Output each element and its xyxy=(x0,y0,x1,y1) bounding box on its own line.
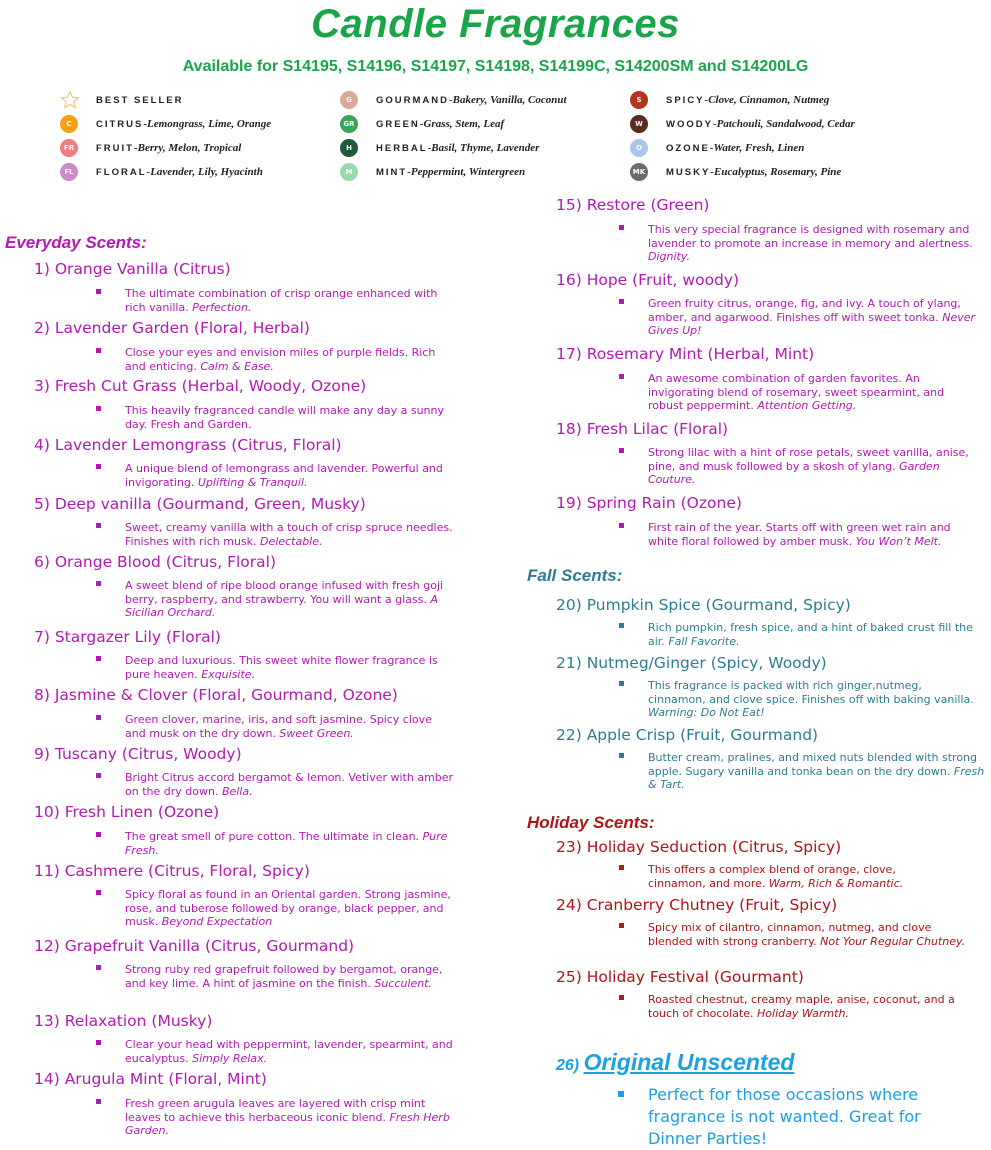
bullet-icon xyxy=(96,464,101,469)
musky-badge-icon: MK xyxy=(630,163,648,181)
legend-column-2 xyxy=(340,88,567,184)
bullet-icon xyxy=(96,523,101,528)
legend-item xyxy=(630,160,855,184)
scent-description xyxy=(648,621,988,648)
description-text: The great smell of pure cotton. The ultimate in clean. xyxy=(125,830,420,843)
scent-title: 18) Fresh Lilac (Floral) xyxy=(556,420,729,438)
scent-tagline: Bella. xyxy=(221,784,253,798)
legend-item xyxy=(340,112,567,136)
spicy-badge-icon: S xyxy=(630,91,648,109)
legend-category-description: Grass, Stem, Leaf xyxy=(423,118,505,130)
page-title: Candle Fragrances xyxy=(311,2,680,46)
legend-category-description: Berry, Melon, Tropical xyxy=(137,142,242,154)
scent-title: 20) Pumpkin Spice (Gourmand, Spicy) xyxy=(556,596,851,614)
bullet-icon xyxy=(96,773,101,778)
legend-separator: - xyxy=(449,94,453,106)
bullet-icon xyxy=(619,623,624,628)
description-text: Spicy floral as found in an Oriental garden. Strong jasmine, rose, and tuberose followed by orange, black pepper, and musk. xyxy=(125,888,451,928)
description-text: A sweet blend of ripe blood orange infused with fresh goji berry, raspberry, and strawberry. You will want a glass. xyxy=(125,579,444,606)
bullet-icon xyxy=(96,656,101,661)
scent-tagline: Fresh Herb Garden. xyxy=(125,1110,450,1137)
legend-category-description: Lemongrass, Lime, Orange xyxy=(147,118,272,130)
description-text: This offers a complex blend of orange, clove, cinnamon, and more. xyxy=(648,863,896,890)
scent-description xyxy=(648,993,988,1020)
scent-title: 1) Orange Vanilla (Citrus) xyxy=(34,260,231,278)
scent-tagline: Perfection. xyxy=(192,300,252,314)
scent-description xyxy=(125,713,455,740)
legend-category-name: HERBAL xyxy=(376,142,428,154)
scent-description xyxy=(125,830,455,857)
description-text: A unique blend of lemongrass and lavender. Powerful and invigorating. xyxy=(125,462,443,489)
scent-description xyxy=(648,223,978,264)
legend-column-3 xyxy=(630,88,855,184)
scent-description xyxy=(125,1038,465,1065)
scent-title: 17) Rosemary Mint (Herbal, Mint) xyxy=(556,345,815,363)
scent-description xyxy=(648,521,983,548)
legend-separator: - xyxy=(712,118,717,130)
page-subtitle: Available for S14195, S14196, S14197, S14198, S14199C, S14200SM and S14200LG xyxy=(182,58,809,75)
scent-description xyxy=(125,654,455,681)
legend-category-name: WOODY xyxy=(666,118,713,130)
unscented-number: 26) xyxy=(556,1057,580,1074)
legend-item xyxy=(60,136,271,160)
legend-category-name: FRUIT xyxy=(96,142,134,154)
description-text: Rich pumpkin, fresh spice, and a hint of baked crust fill the air. xyxy=(648,621,973,648)
description-text: The ultimate combination of crisp orange enhanced with rich vanilla. xyxy=(125,287,438,314)
fruit-badge-icon: FR xyxy=(60,139,78,157)
star-icon xyxy=(60,90,80,110)
legend-item xyxy=(630,136,855,160)
legend-category-description: Basil, Thyme, Lavender xyxy=(431,142,540,154)
legend-item xyxy=(340,136,567,160)
scent-title: 7) Stargazer Lily (Floral) xyxy=(34,628,221,646)
description-text: Clear your head with peppermint, lavender, spearmint, and eucalyptus. xyxy=(125,1038,453,1065)
legend-item xyxy=(340,160,567,184)
legend-category-name: OZONE xyxy=(666,142,710,154)
description-text: Close your eyes and envision miles of purple fields. Rich and enticing. xyxy=(125,346,436,373)
bullet-icon xyxy=(619,299,624,304)
legend-separator: - xyxy=(407,166,411,178)
legend-item xyxy=(630,88,855,112)
legend-category-description: Lavender, Lily, Hyacinth xyxy=(150,166,263,178)
description-text: This heavily fragranced candle will make any day a sunny day. Fresh and Garden. xyxy=(125,404,444,431)
scent-description xyxy=(125,963,455,990)
description-text: Green clover, marine, iris, and soft jasmine. Spicy clove and musk on the dry down. xyxy=(125,713,432,740)
scent-tagline: Calm & Ease. xyxy=(200,359,274,373)
legend-separator: - xyxy=(146,166,151,178)
scent-tagline: Sweet Green. xyxy=(279,726,354,740)
scent-description xyxy=(648,863,948,890)
legend-category-description: Peppermint, Wintergreen xyxy=(410,166,526,178)
scent-tagline: Fall Favorite. xyxy=(668,634,740,648)
legend-separator: - xyxy=(710,166,714,178)
holiday-heading: Holiday Scents: xyxy=(527,813,655,832)
scent-tagline: Not Your Regular Chutney. xyxy=(820,934,966,948)
scent-tagline: Beyond Expectation xyxy=(161,915,273,928)
scent-description xyxy=(125,462,455,489)
scent-title: 23) Holiday Seduction (Citrus, Spicy) xyxy=(556,838,842,856)
scent-title: 2) Lavender Garden (Floral, Herbal) xyxy=(34,319,310,337)
herbal-badge-icon: H xyxy=(340,139,358,157)
legend-separator: - xyxy=(709,142,714,154)
bullet-icon xyxy=(96,715,101,720)
floral-badge-icon: FL xyxy=(60,163,78,181)
citrus-badge-icon: C xyxy=(60,115,78,133)
mint-badge-icon: M xyxy=(340,163,358,181)
legend-category-name: MINT xyxy=(376,166,408,178)
bullet-icon xyxy=(619,448,624,453)
bullet-icon xyxy=(96,832,101,837)
description-text: Deep and luxurious. This sweet white flower fragrance is pure heaven. xyxy=(125,654,438,681)
legend-category-name: GREEN xyxy=(376,118,420,130)
scent-tagline: Attention Getting. xyxy=(757,399,857,412)
bullet-icon xyxy=(619,865,624,870)
scent-title: 11) Cashmere (Citrus, Floral, Spicy) xyxy=(34,862,310,880)
scent-title: 8) Jasmine & Clover (Floral, Gourmand, Ozone) xyxy=(34,686,398,704)
scent-tagline: Warm, Rich & Romantic. xyxy=(768,876,904,890)
fall-heading: Fall Scents: xyxy=(527,566,623,585)
legend-separator: - xyxy=(133,142,138,154)
scent-title: 10) Fresh Linen (Ozone) xyxy=(34,803,220,821)
description-text: Spicy mix of cilantro, cinnamon, nutmeg, and clove blended with strong cranberry. xyxy=(648,921,932,948)
legend-item xyxy=(60,160,271,184)
scent-description xyxy=(648,446,978,487)
scent-tagline: Garden Couture. xyxy=(648,459,940,486)
scent-description xyxy=(648,751,988,792)
scent-title: 3) Fresh Cut Grass (Herbal, Woody, Ozone) xyxy=(34,377,367,395)
scent-description xyxy=(125,346,455,373)
scent-title: 21) Nutmeg/Ginger (Spicy, Woody) xyxy=(556,654,827,672)
bullet-icon xyxy=(96,406,101,411)
scent-title: 4) Lavender Lemongrass (Citrus, Floral) xyxy=(34,436,342,454)
gourmand-badge-icon: G xyxy=(340,91,358,109)
scent-tagline: Uplifting & Tranquil. xyxy=(197,475,308,489)
bullet-icon xyxy=(619,995,624,1000)
description-text: Butter cream, pralines, and mixed nuts blended with strong apple. Sugary vanilla and tonka bean on the dry down. xyxy=(648,751,978,778)
scent-description xyxy=(125,888,465,929)
description-text: Fresh green arugula leaves are layered with crisp mint leaves to achieve this herbaceous iconic blend. xyxy=(125,1097,426,1124)
scent-title: 12) Grapefruit Vanilla (Citrus, Gourmand) xyxy=(34,937,355,955)
scent-tagline: Delectable. xyxy=(260,534,323,548)
scent-description xyxy=(648,372,978,413)
scent-title: 15) Restore (Green) xyxy=(556,196,710,214)
bullet-icon xyxy=(96,348,101,353)
scent-description xyxy=(648,297,978,338)
scent-title: 19) Spring Rain (Ozone) xyxy=(556,494,742,512)
unscented-description: Perfect for those occasions where fragrance is not wanted. Great for Dinner Parties! xyxy=(648,1085,921,1148)
scent-tagline: Succulent. xyxy=(374,976,433,990)
everyday-heading: Everyday Scents: xyxy=(5,233,147,252)
scent-title: 16) Hope (Fruit, woody) xyxy=(556,271,740,289)
scent-title: 9) Tuscany (Citrus, Woody) xyxy=(34,745,242,763)
scent-description xyxy=(125,404,455,431)
scent-description xyxy=(125,1097,455,1138)
woody-badge-icon: W xyxy=(630,115,648,133)
scent-description xyxy=(125,287,455,314)
description-text: Sweet, creamy vanilla with a touch of crisp spruce needles. Finishes with rich musk. xyxy=(125,521,453,548)
legend-separator: - xyxy=(143,118,148,130)
legend-category-name: CITRUS xyxy=(96,118,144,130)
bullet-icon xyxy=(96,289,101,294)
description-text: Roasted chestnut, creamy maple, anise, coconut, and a touch of chocolate. xyxy=(648,993,955,1020)
bullet-icon xyxy=(96,1099,101,1104)
bullet-icon xyxy=(96,890,101,895)
green-badge-icon: GR xyxy=(340,115,358,133)
scent-title: 22) Apple Crisp (Fruit, Gourmand) xyxy=(556,726,819,744)
scent-tagline: Simply Relax. xyxy=(192,1051,268,1065)
description-text: Strong ruby red grapefruit followed by bergamot, orange, and key lime. A hint of jasmine on the finish. xyxy=(125,963,443,990)
scent-tagline: Dignity. xyxy=(648,250,691,263)
scent-title: 13) Relaxation (Musky) xyxy=(34,1012,213,1030)
legend-category-description: Clove, Cinnamon, Nutmeg xyxy=(708,94,830,106)
bullet-icon xyxy=(619,374,624,379)
scent-title: 24) Cranberry Chutney (Fruit, Spicy) xyxy=(556,896,838,914)
legend-category-description: Patchouli, Sandalwood, Cedar xyxy=(716,118,855,130)
legend-separator: - xyxy=(704,94,709,106)
scent-title: 5) Deep vanilla (Gourmand, Green, Musky) xyxy=(34,495,366,513)
bullet-icon xyxy=(96,965,101,970)
scent-title: 14) Arugula Mint (Floral, Mint) xyxy=(34,1070,267,1088)
legend-category-name: BEST SELLER xyxy=(96,94,184,106)
scent-tagline: You Won’t Melt. xyxy=(855,534,942,548)
scent-description xyxy=(125,521,455,548)
description-text: This fragrance is packed with rich ginger,nutmeg, cinnamon, and clove spice. Finishes off with baking vanilla. xyxy=(648,679,974,706)
legend-item xyxy=(630,112,855,136)
legend-category-name: FLORAL xyxy=(96,166,147,178)
bullet-icon xyxy=(619,753,624,758)
description-text: First rain of the year. Starts off with green wet rain and white floral followed by amber musk. xyxy=(648,521,951,548)
legend-category-description: Eucalyptus, Rosemary, Pine xyxy=(713,166,842,178)
bullet-icon xyxy=(619,923,624,928)
bullet-icon xyxy=(96,581,101,586)
scent-tagline: Warning: Do Not Eat! xyxy=(648,706,765,719)
scent-tagline: Exquisite. xyxy=(201,667,256,681)
scent-tagline: Never Gives Up! xyxy=(648,310,976,337)
unscented-name-link[interactable]: Original Unscented xyxy=(583,1049,795,1075)
scent-description xyxy=(125,771,455,798)
legend-separator: - xyxy=(427,142,432,154)
legend-separator: - xyxy=(419,118,424,130)
scent-title: 25) Holiday Festival (Gourmant) xyxy=(556,968,804,986)
legend-column-1 xyxy=(60,88,271,184)
bullet-icon xyxy=(96,1040,101,1045)
legend-category-description: Bakery, Vanilla, Coconut xyxy=(452,94,567,106)
scent-tagline: Fresh & Tart. xyxy=(648,764,985,791)
description-text: Green fruity citrus, orange, fig, and ivy. A touch of ylang, amber, and agarwood. Finishes off with sweet tonka. xyxy=(648,297,961,324)
legend-category-name: SPICY xyxy=(666,94,705,106)
bullet-icon xyxy=(619,225,624,230)
legend-category-description: Water, Fresh, Linen xyxy=(713,142,805,154)
description-text: This very special fragrance is designed with rosemary and lavender to promote an increase in memory and alertness. xyxy=(648,223,973,250)
legend-item xyxy=(60,88,271,112)
scent-description xyxy=(648,679,978,720)
legend-category-name: GOURMAND xyxy=(376,94,449,106)
bullet-icon xyxy=(618,1091,624,1097)
scent-tagline: Holiday Warmth. xyxy=(757,1006,849,1020)
scent-title: 6) Orange Blood (Citrus, Floral) xyxy=(34,553,277,571)
bullet-icon xyxy=(619,523,624,528)
legend-item xyxy=(60,112,271,136)
description-text: Strong lilac with a hint of rose petals, sweet vanilla, anise, pine, and musk followed by a skosh of ylang. xyxy=(648,446,969,473)
ozone-badge-icon: O xyxy=(630,139,648,157)
scent-tagline: Pure Fresh. xyxy=(125,830,448,857)
legend-category-name: MUSKY xyxy=(666,166,711,178)
scent-tagline: A Sicilian Orchard. xyxy=(125,592,438,619)
unscented-heading xyxy=(556,1049,794,1076)
scent-description xyxy=(125,579,455,620)
description-text: An awesome combination of garden favorites. An invigorating blend of rosemary, sweet spearmint, and robust peppermint. xyxy=(648,372,945,412)
scent-description xyxy=(648,921,978,948)
legend-item xyxy=(340,88,567,112)
bullet-icon xyxy=(619,681,624,686)
description-text: Bright Citrus accord bergamot & lemon. Vetiver with amber on the dry down. xyxy=(125,771,454,798)
